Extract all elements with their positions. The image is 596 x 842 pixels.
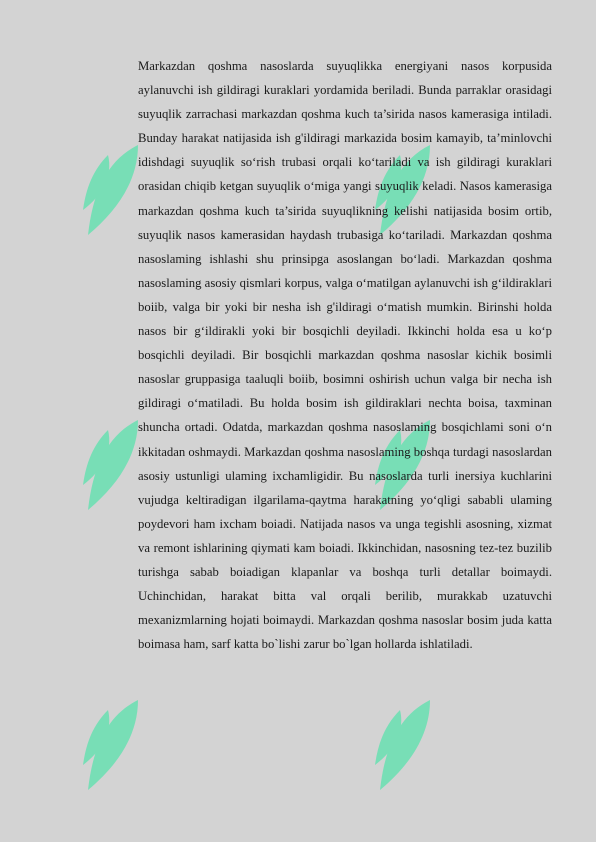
watermark-logo-icon bbox=[78, 695, 148, 795]
watermark-logo-icon bbox=[370, 695, 440, 795]
body-paragraph: Markazdan qoshma nasoslarda suyuqlikka energiyani nasos korpusida aylanuvchi ish gildiragi kuraklari yordamida beriladi. Bunda parraklar orasidagi suyuqlik zarrachasi markazdan qoshma kuch ta’sirida nasos kamerasiga intiladi. Bunday harakat natijasida ish g'ildiragi markazida bosim kamayib, ta’minlovchi idishdagi suyuqlik so‘rish trubasi orqali ko‘tariladi va ish gildiragi kuraklari orasidan chiqib ketgan suyuqlik o‘miga yangi suyuqlik keladi. Nasos kamerasiga markazdan qoshma kuch ta’sirida suyuqlikning kelishi natijasida bosim ortib, suyuqlik nasos kamerasidan haydash trubasiga ko‘tariladi. Markazdan qoshma nasoslaming ishlashi shu prinsipga asoslangan bo‘ladi. Markazdan qoshma nasoslaming asosiy qismlari korpus, valga o‘matilgan aylanuvchi ish g‘ildiraklari boiib, valga bir yoki bir nesha ish g'ildiragi o‘matish mumkin. Birinshi holda nasos bir g‘ildirakli yoki bir bosqichli deyiladi. Ikkinchi holda esa u ko‘p bosqichli deyiladi. Bir bosqichli markazdan qoshma nasoslar kichik bosimli nasoslar gruppasiga taaluqli boiib, bosimni oshirish uchun valga bir necha ish gildiragi o‘matiladi. Bu holda bosim ish gildiraklari nechta boisa, taxminan shuncha ortadi. Odatda, markazdan qoshma nasoslaming bosqichlami soni o‘n ikkitadan oshmaydi. Markazdan qoshma nasoslaming boshqa turdagi nasoslardan asosiy ustunligi ulaming ixchamligidir. Bu nasoslarda turli inersiya kuchlarini vujudga keltiradigan ilgarilama-qaytma harakatning yo‘qligi sababli ulaming poydevori ham ixcham boiadi. Natijada nasos va unga tegishli asosning, xizmat va remont ishlarining qiymati kam boiadi. Ikkinchidan, nasosning tez-tez buzilib turishga sabab boiadigan klapanlar va boshqa turli detallar boimaydi. Uchinchidan, harakat bitta val orqali berilib, murakkab uzatuvchi mexanizmlarning hojati boimaydi. Markazdan qoshma nasoslar bosim juda katta boimasa ham, sarf katta bo`lishi zarur bo`lgan hollarda ishlatiladi. bbox=[138, 59, 552, 652]
document-body bbox=[138, 54, 552, 656]
